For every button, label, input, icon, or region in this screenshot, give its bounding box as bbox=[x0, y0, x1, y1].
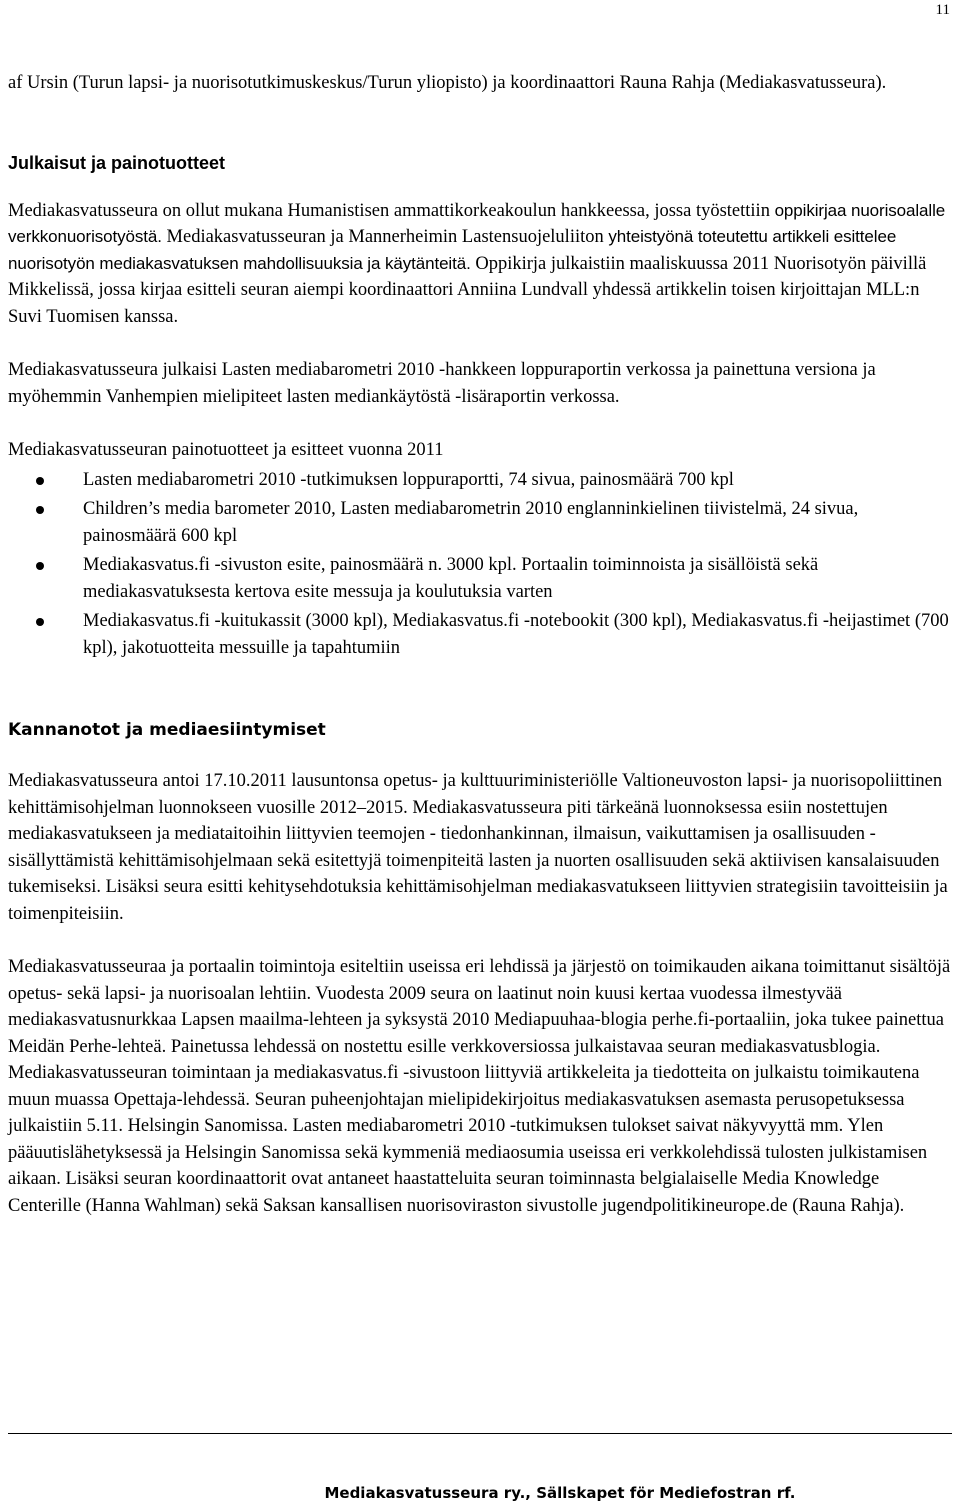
publications-heading: Julkaisut ja painotuotteet bbox=[8, 152, 226, 173]
publications-p1-text-c: Mediakasvatusseuran ja Mannerheimin Lastensuojeluliiton bbox=[161, 227, 609, 247]
publications-list-intro: Mediakasvatusseuran painotuotteet ja esitteet vuonna 2011 bbox=[8, 440, 444, 460]
intro-paragraph: af Ursin (Turun lapsi- ja nuorisotutkimuskeskus/Turun yliopisto) ja koordinaattori Rauna Rahja (Mediakasvatusseura). bbox=[8, 73, 887, 93]
bullet-icon bbox=[36, 562, 44, 570]
publications-p1-text-d: yhteistyönä toteutettu artikkeli esittelee nuorisotyön mediakasvatuksen mahdollisuuksia ja käytänteitä. bbox=[8, 227, 897, 273]
list-item bbox=[8, 608, 952, 661]
footer-divider bbox=[8, 1433, 952, 1434]
list-item bbox=[8, 467, 952, 494]
bullet-icon bbox=[36, 506, 44, 514]
page-number: 11 bbox=[935, 2, 950, 18]
publications-p1-text-a: Mediakasvatusseura on ollut mukana Humanistisen ammattikorkeakoulun hankkeessa, jossa työstettiin bbox=[8, 200, 775, 221]
publications-list bbox=[8, 467, 952, 662]
list-item bbox=[8, 496, 952, 549]
list-item-text: Mediakasvatus.fi -sivuston esite, painosmäärä n. 3000 kpl. Portaalin toiminnoista ja sisällöistä sekä mediakasvatuksesta kertova esite messuja ja koulutuksia varten bbox=[83, 555, 819, 602]
footer: Mediakasvatusseura ry., Sällskapet för Mediefostran rf. bbox=[324, 1484, 796, 1502]
bullet-icon bbox=[36, 618, 44, 626]
page-content bbox=[8, 70, 952, 1219]
bullet-icon bbox=[36, 477, 44, 485]
publications-p1-text-e: Oppikirja julkaistiin maaliskuussa 2011 Nuorisotyön päivillä Mikkelissä, jossa kirjaa esitteli seuran aiempi koordinaattori Anniina Lundvall yhdessä artikkelin toisen kirjoittajan MLL:n Suvi Tuomisen kanssa. bbox=[8, 253, 927, 327]
list-item-text: Lasten mediabarometri 2010 -tutkimuksen loppuraportti, 74 sivua, painosmäärä 700 kpl bbox=[83, 469, 734, 490]
statements-paragraph-2: Mediakasvatusseuraa ja portaalin toimintoja esiteltiin useissa eri lehdissä ja järjestö on toimikauden aikana toimittanut sisältöjä opetus- sekä lapsi- ja nuorisoalan lehtiin. Vuodesta 2009 seura on laatinut noin kuusi kertaa vuodessa ilmestyvää mediakasvatusnurkkaa Lapsen maailma-lehteen ja syksystä 2010 Mediapuuhaa-blogia perhe.fi-portaaliin, joka tukee painettua Meidän Perhe-lehteä. Painetussa lehdessä on nostettu esille verkkoversiossa julkaistavaa seuran mediakasvatusblogia. Mediakasvatusseuran toimintaan ja mediakasvatus.fi -sivustoon liittyviä artikkeleita ja tiedotteita on julkaistu toimikautena muun muassa Opettaja-lehdessä. Seuran puheenjohtajan mielipidekirjoitus mediakasvatuksen asemasta perusopetuksessa julkaistiin 5.11. Helsingin Sanomissa. Lasten mediabarometri 2010 -tutkimuksen tulokset saivat näkyvyyttä mm. Ylen pääuutislähetyksessä ja Helsingin Sanomissa sekä kymmeniä mediaosumia useissa eri verkkolehdissä tulosten julkistamisen aikaan. Lisäksi seuran koordinaattorit ovat antaneet haastatteluita seuran toiminnasta belgialaiselle Media Knowledge Centerille (Hanna Wahlman) sekä Saksan kansallisen nuorisoviraston sivustolle jugendpolitikineurope.de (Rauna Rahja). bbox=[8, 957, 951, 1216]
statements-paragraph-1: Mediakasvatusseura antoi 17.10.2011 lausuntonsa opetus- ja kulttuuriministeriölle Valtioneuvoston lapsi- ja nuorisopoliittinen kehittämisohjelman luonnokseen vuosille 2012–2015. Mediakasvatusseura piti tärkeänä luonnoksessa esiin nostettujen mediakasvatukseen ja mediataitoihin liittyvien teemojen - tiedonhankinnan, ilmaisun, vaikuttamisen ja osallisuuden - sisällyttämistä kehittämisohjelmaan sekä esitettyjä toimenpiteitä lasten ja nuorten osallisuuden sekä aktiivisen kansalaisuuden tukemiseksi. Lisäksi seura esitti kehitysehdotuksia kehittämisohjelman mediakasvatukseen liittyvien strategisiin tavoitteisiin ja toimenpiteisiin. bbox=[8, 771, 948, 924]
publications-paragraph-1 bbox=[8, 198, 952, 331]
list-item bbox=[8, 552, 952, 605]
publications-paragraph-2: Mediakasvatusseura julkaisi Lasten mediabarometri 2010 -hankkeen loppuraportin verkossa ja painettuna versiona ja myöhemmin Vanhempien mielipiteet lasten mediankäytöstä -lisäraportin verkossa. bbox=[8, 360, 876, 407]
list-item-text: Children’s media barometer 2010, Lasten mediabarometrin 2010 englanninkielinen tiivistelmä, 24 sivua, painosmäärä 600 kpl bbox=[83, 499, 859, 546]
list-item-text: Mediakasvatus.fi -kuitukassit (3000 kpl), Mediakasvatus.fi -notebookit (300 kpl), Mediakasvatus.fi -heijastimet (700 kpl), jakotuotteita messuille ja tapahtumiin bbox=[83, 611, 949, 658]
statements-heading: Kannanotot ja mediaesiintymiset bbox=[8, 720, 326, 740]
publications-p1-text-b: oppikirjaa nuorisoalalle verkkonuorisotyöstä. bbox=[8, 200, 946, 246]
